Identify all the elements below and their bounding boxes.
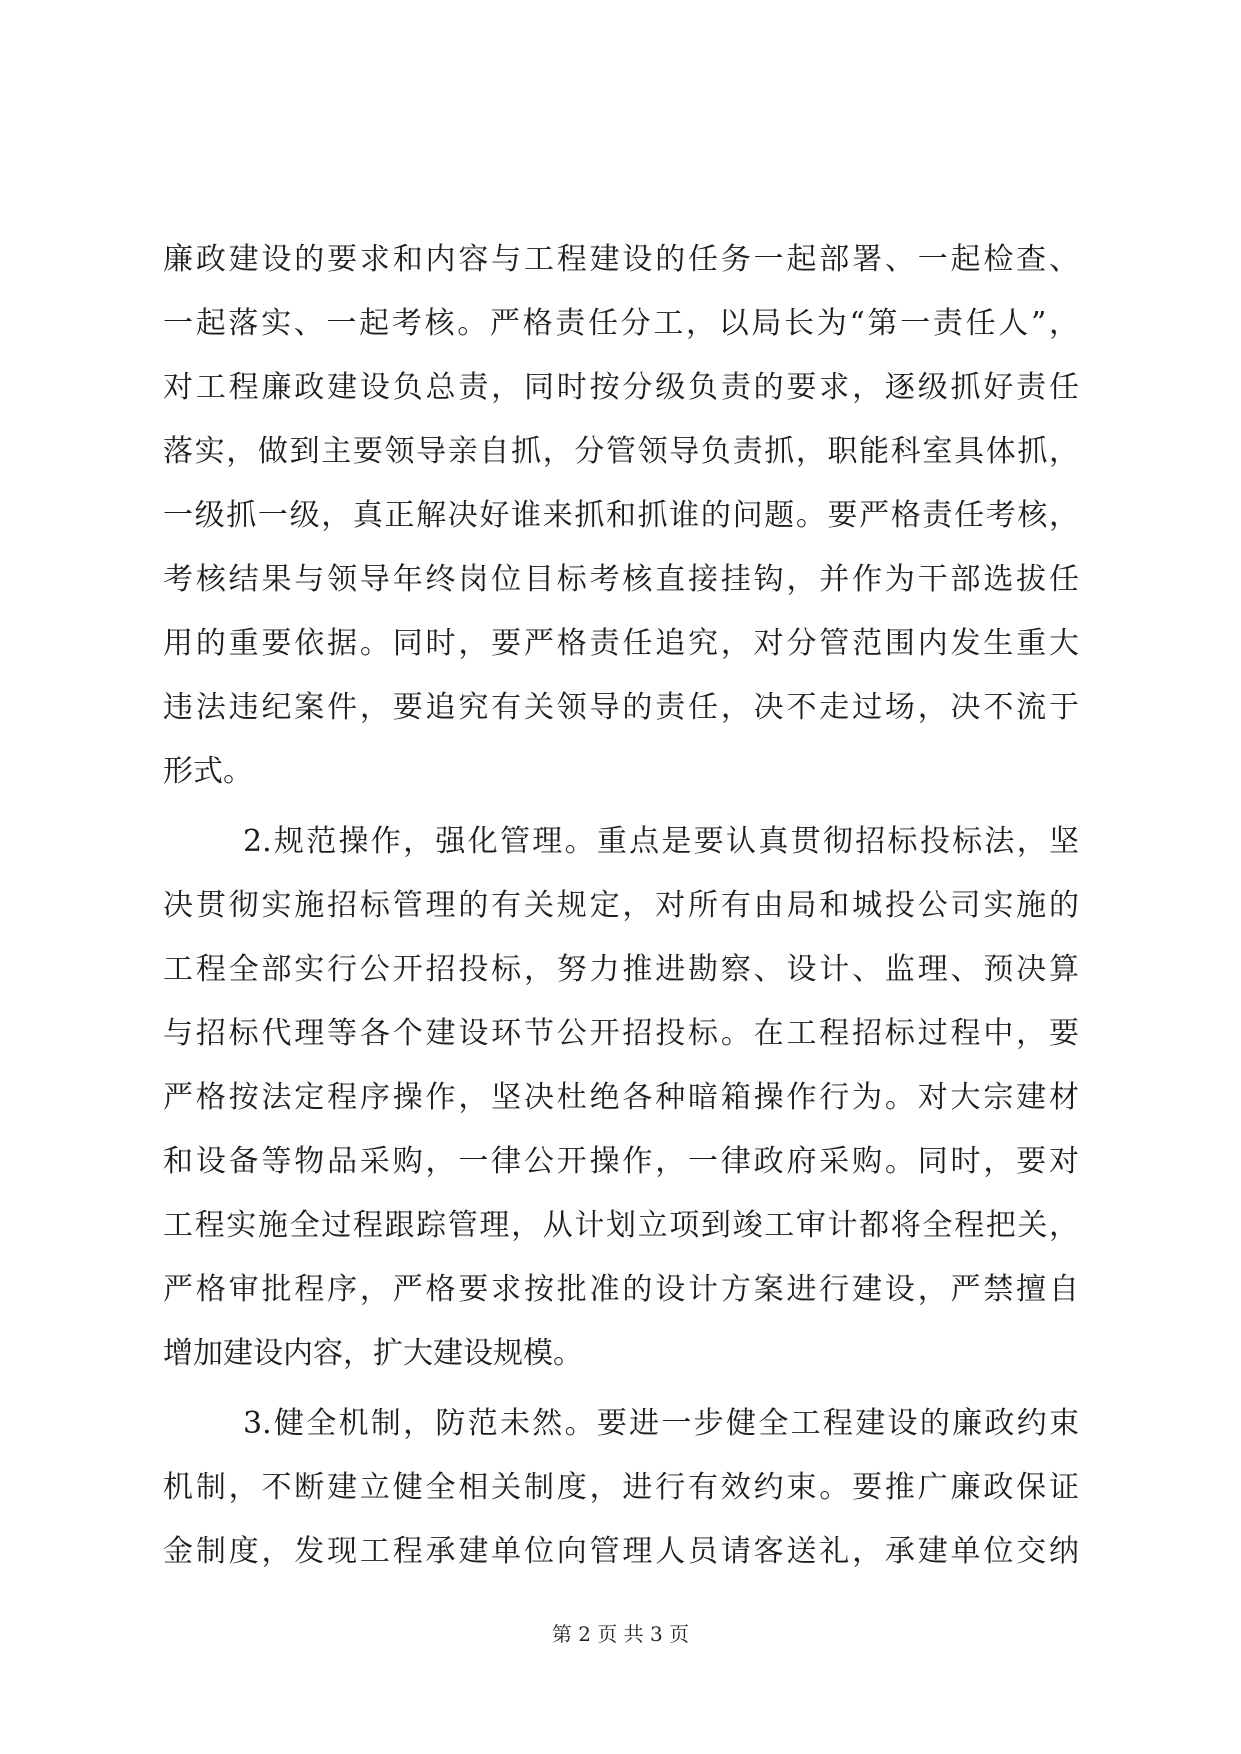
text-line: 一级抓一级，真正解决好谁来抓和抓谁的问题。要严格责任考核， — [163, 498, 1079, 533]
text-line: 对工程廉政建设负总责，同时按分级负责的要求，逐级抓好责任 — [163, 370, 1079, 405]
text-line: 严格按法定程序操作，坚决杜绝各种暗箱操作行为。对大宗建材 — [163, 1080, 1079, 1115]
text-line: 一起落实、一起考核。严格责任分工，以局长为“第一责任人”， — [163, 306, 1079, 341]
text-line: 考核结果与领导年终岗位目标考核直接挂钩，并作为干部选拔任 — [163, 562, 1079, 597]
text-line: 廉政建设的要求和内容与工程建设的任务一起部署、一起检查、 — [163, 242, 1079, 277]
text-line: 金制度，发现工程承建单位向管理人员请客送礼，承建单位交纳 — [163, 1534, 1079, 1569]
body-text — [163, 228, 1079, 1584]
text-line: 增加建设内容，扩大建设规模。 — [163, 1336, 583, 1371]
text-line: 落实，做到主要领导亲自抓，分管领导负责抓，职能科室具体抓， — [163, 434, 1079, 469]
text-line: 用的重要依据。同时，要严格责任追究，对分管范围内发生重大 — [163, 626, 1079, 661]
text-line: 与招标代理等各个建设环节公开招投标。在工程招标过程中，要 — [163, 1016, 1079, 1051]
page-number-footer: 第 2 页 共 3 页 — [551, 1622, 690, 1646]
text-line: 3.健全机制，防范未然。要进一步健全工程建设的廉政约束 — [243, 1406, 1079, 1441]
text-line: 2.规范操作，强化管理。重点是要认真贯彻招标投标法，坚 — [243, 824, 1079, 859]
text-line: 机制，不断建立健全相关制度，进行有效约束。要推广廉政保证 — [163, 1470, 1079, 1505]
text-line: 和设备等物品采购，一律公开操作，一律政府采购。同时，要对 — [163, 1144, 1079, 1179]
text-line: 违法违纪案件，要追究有关领导的责任，决不走过场，决不流于 — [163, 690, 1079, 725]
text-line: 工程实施全过程跟踪管理，从计划立项到竣工审计都将全程把关， — [163, 1208, 1079, 1243]
text-line: 决贯彻实施招标管理的有关规定，对所有由局和城投公司实施的 — [163, 888, 1079, 923]
text-line: 严格审批程序，严格要求按批准的设计方案进行建设，严禁擅自 — [163, 1272, 1079, 1307]
text-line: 形式。 — [163, 754, 253, 789]
text-line: 工程全部实行公开招投标，努力推进勘察、设计、监理、预决算 — [163, 952, 1079, 987]
